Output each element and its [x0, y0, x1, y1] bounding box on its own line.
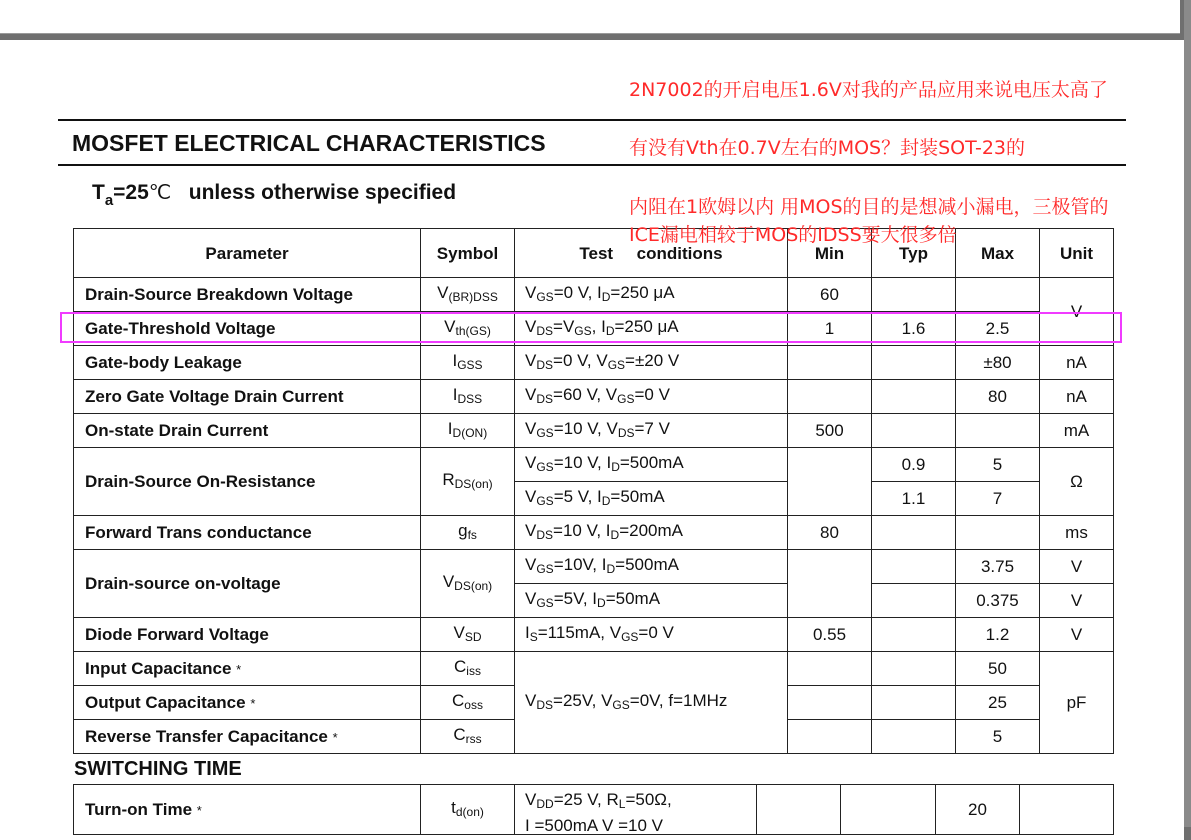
param-gate-body-leakage: Gate-body Leakage — [74, 346, 421, 380]
param-forward-trans-conductance: Forward Trans conductance — [74, 516, 421, 550]
table-row — [74, 380, 1114, 414]
datasheet-page — [0, 40, 1184, 840]
section-title: MOSFET ELECTRICAL CHARACTERISTICS — [72, 130, 546, 156]
cell-typ — [872, 516, 956, 550]
test-conditions: VDS=10 V, ID=200mA — [515, 516, 788, 550]
cell-max: 0.375 — [956, 584, 1040, 618]
symbol-cell: IDSS — [421, 380, 515, 414]
cell-min — [788, 720, 872, 754]
test-conditions: VGS=5 V, ID=50mA — [515, 482, 788, 516]
cell-min: 500 — [788, 414, 872, 448]
table-row — [74, 448, 1114, 482]
cell-typ — [841, 785, 936, 835]
test-conditions: VGS=10V, ID=500mA — [515, 550, 788, 584]
symbol-cell: Crss — [421, 720, 515, 754]
cell-unit: Ω — [1040, 448, 1114, 516]
symbol-cell: V(BR)DSS — [421, 278, 515, 312]
annotation-line-3: 内阻在1欧姆以内 用MOS的目的是想减小漏电，三极管的 — [629, 196, 1109, 218]
cell-unit: nA — [1040, 346, 1114, 380]
param-diode-forward-voltage: Diode Forward Voltage — [74, 618, 421, 652]
test-conditions: VDS=60 V, VGS=0 V — [515, 380, 788, 414]
param-reverse-transfer-capacitance: Reverse Transfer Capacitance * — [74, 720, 421, 754]
param-drain-source-on-voltage: Drain-source on-voltage — [74, 550, 421, 618]
cell-min — [788, 346, 872, 380]
symbol-cell: ID(ON) — [421, 414, 515, 448]
test-conditions: VDS=0 V, VGS=±20 V — [515, 346, 788, 380]
table-row — [74, 785, 1114, 835]
cell-min — [788, 686, 872, 720]
cell-unit — [1020, 785, 1114, 835]
symbol-cell: RDS(on) — [421, 448, 515, 516]
symbol-cell: VDS(on) — [421, 550, 515, 618]
annotation-line-1: 2N7002的开启电压1.6V对我的产品应用来说电压太高了 — [629, 79, 1108, 101]
cell-unit: nA — [1040, 380, 1114, 414]
cell-typ — [872, 652, 956, 686]
cell-max: 80 — [956, 380, 1040, 414]
cell-typ — [872, 380, 956, 414]
cell-typ — [872, 550, 956, 584]
cell-typ — [872, 720, 956, 754]
cell-max — [956, 516, 1040, 550]
test-conditions: VDS=VGS, ID=250 μA — [515, 312, 788, 346]
param-drain-source-breakdown-voltage: Drain-Source Breakdown Voltage — [74, 278, 421, 312]
param-turn-on-time: Turn-on Time * — [74, 785, 421, 835]
header-parameter: Parameter — [74, 229, 421, 278]
header-unit: Unit — [1040, 229, 1114, 278]
table-row — [74, 618, 1114, 652]
cell-min: 60 — [788, 278, 872, 312]
cell-typ: 0.9 — [872, 448, 956, 482]
test-conditions: VGS=5V, ID=50mA — [515, 584, 788, 618]
table-row — [74, 414, 1114, 448]
test-conditions: VDS=25V, VGS=0V, f=1MHz — [515, 652, 788, 754]
table-row — [74, 312, 1114, 346]
annotation-line-4: ICE漏电相较于MOS的IDSS要大很多倍 — [629, 224, 957, 246]
switching-table — [73, 784, 1114, 835]
cell-typ — [872, 686, 956, 720]
table-row — [74, 278, 1114, 312]
switching-time-title: SWITCHING TIME — [74, 758, 242, 780]
cell-typ — [872, 414, 956, 448]
header-symbol: Symbol — [421, 229, 515, 278]
cell-max: 25 — [956, 686, 1040, 720]
cell-min — [788, 380, 872, 414]
symbol-cell: gfs — [421, 516, 515, 550]
test-conditions: VGS=10 V, VDS=7 V — [515, 414, 788, 448]
symbol-cell: VSD — [421, 618, 515, 652]
header-test-conditions: Test conditions — [515, 229, 788, 278]
cell-min: 80 — [788, 516, 872, 550]
param-input-capacitance: Input Capacitance * — [74, 652, 421, 686]
cell-typ: 1.1 — [872, 482, 956, 516]
cell-max: 5 — [956, 448, 1040, 482]
symbol-cell: Vth(GS) — [421, 312, 515, 346]
title-rule-top — [58, 119, 1126, 121]
cell-typ — [872, 278, 956, 312]
table-row — [74, 346, 1114, 380]
annotation-line-2: 有没有Vth在0.7V左右的MOS？封装SOT-23的 — [629, 137, 1026, 159]
previous-page-bottom — [0, 0, 1180, 34]
cell-unit: V — [1040, 278, 1114, 346]
cell-max: 2.5 — [956, 312, 1040, 346]
test-conditions: IS=115mA, VGS=0 V — [515, 618, 788, 652]
cell-typ — [872, 346, 956, 380]
cell-min — [788, 652, 872, 686]
header-max: Max — [956, 229, 1040, 278]
cell-unit: pF — [1040, 652, 1114, 754]
cell-min: 1 — [788, 312, 872, 346]
cell-max — [956, 278, 1040, 312]
param-on-state-drain-current: On-state Drain Current — [74, 414, 421, 448]
symbol-td-on: td(on) — [421, 785, 515, 835]
cell-max: ±80 — [956, 346, 1040, 380]
cell-max — [956, 414, 1040, 448]
table-row — [74, 550, 1114, 584]
test-conditions: VGS=10 V, ID=500mA — [515, 448, 788, 482]
test-conditions: VGS=0 V, ID=250 μA — [515, 278, 788, 312]
symbol-cell: IGSS — [421, 346, 515, 380]
characteristics-table — [73, 228, 1114, 754]
table-header-row — [74, 229, 1114, 278]
param-gate-threshold-voltage: Gate-Threshold Voltage — [74, 312, 421, 346]
cell-max: 7 — [956, 482, 1040, 516]
title-rule-bottom — [58, 164, 1126, 166]
cell-typ — [872, 618, 956, 652]
cell-unit: V — [1040, 618, 1114, 652]
cell-unit: V — [1040, 584, 1114, 618]
cell-max: 50 — [956, 652, 1040, 686]
table-row — [74, 516, 1114, 550]
symbol-cell: Coss — [421, 686, 515, 720]
cell-min — [788, 448, 872, 516]
cell-min — [788, 550, 872, 618]
scrollbar-track[interactable] — [1184, 0, 1191, 827]
param-output-capacitance: Output Capacitance * — [74, 686, 421, 720]
cell-max: 1.2 — [956, 618, 1040, 652]
cell-unit: mA — [1040, 414, 1114, 448]
cell-min — [757, 785, 841, 835]
param-zero-gate-voltage-drain-current: Zero Gate Voltage Drain Current — [74, 380, 421, 414]
cell-unit: V — [1040, 550, 1114, 584]
cell-max: 3.75 — [956, 550, 1040, 584]
table-row — [74, 652, 1114, 686]
header-typ: Typ — [872, 229, 956, 278]
cell-min: 0.55 — [788, 618, 872, 652]
header-min: Min — [788, 229, 872, 278]
cell-max: 20 — [936, 785, 1020, 835]
test-conditions-turn-on — [515, 785, 757, 835]
tc-line-2: I =500mA V =10 V — [525, 816, 663, 835]
param-drain-source-on-resistance: Drain-Source On-Resistance — [74, 448, 421, 516]
test-condition: $T_a=25℃$ unless otherwise specified — [92, 181, 457, 209]
symbol-cell: Ciss — [421, 652, 515, 686]
tc-line-1: VDD=25 V, RL=50Ω, — [525, 790, 672, 811]
cell-max: 5 — [956, 720, 1040, 754]
cell-typ: 1.6 — [872, 312, 956, 346]
cell-unit: ms — [1040, 516, 1114, 550]
cell-typ — [872, 584, 956, 618]
